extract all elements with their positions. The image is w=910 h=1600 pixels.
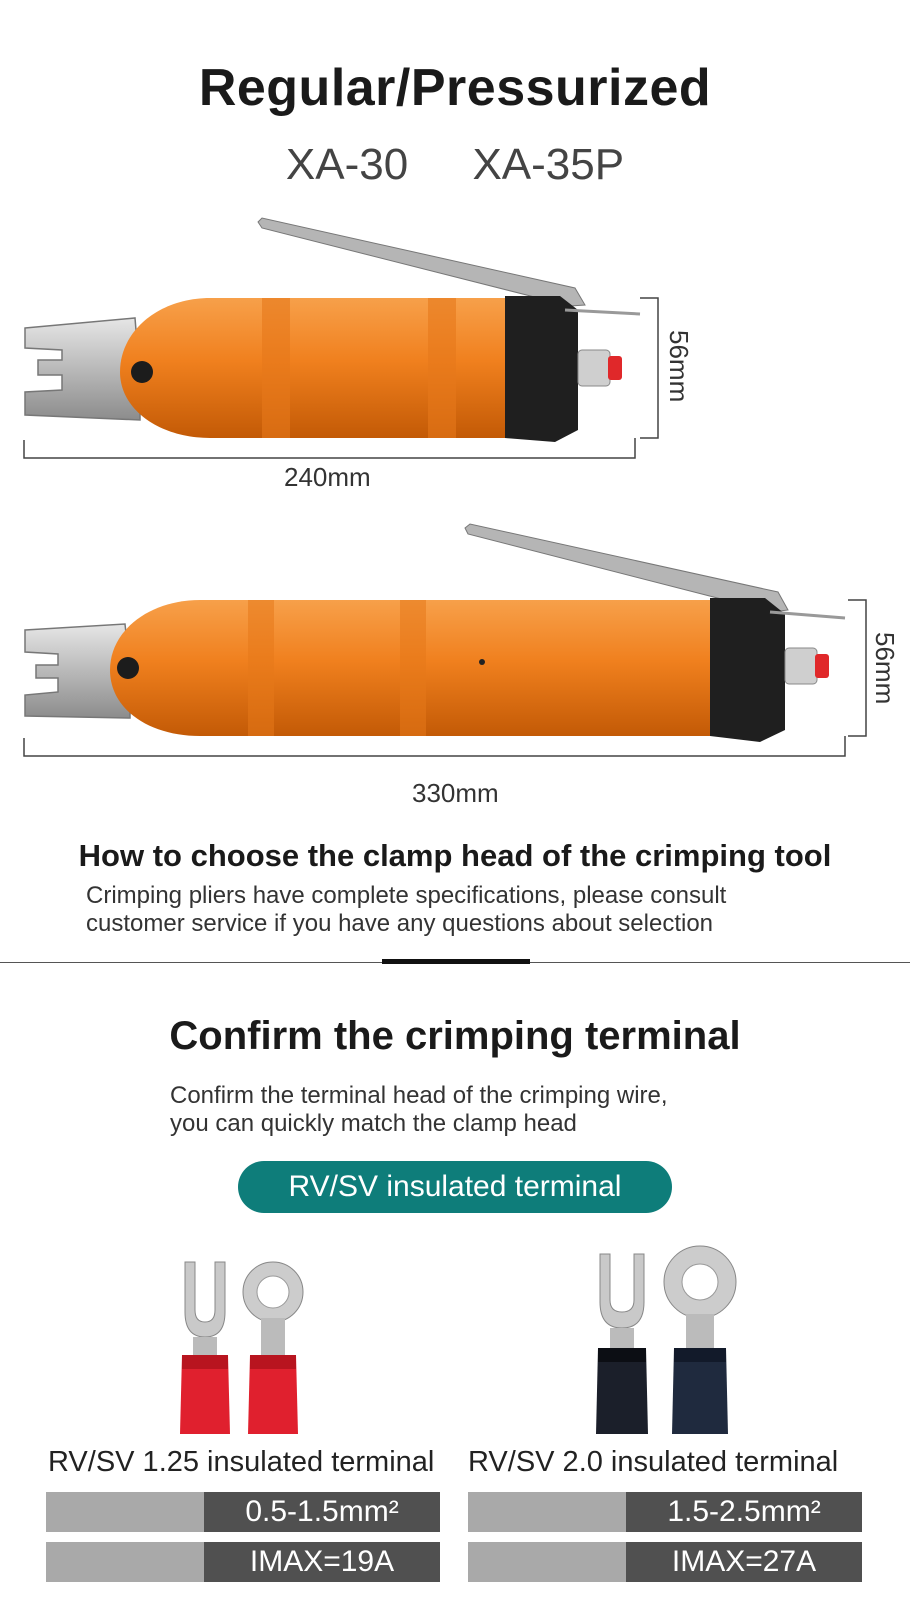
- confirm-line-1: Confirm the terminal head of the crimping wire,: [170, 1082, 668, 1109]
- terminal-1-label: RV/SV 1.25 insulated terminal: [48, 1446, 435, 1478]
- model-xa30: XA-30: [285, 140, 409, 189]
- tool2-length-label: 330mm: [412, 778, 499, 808]
- terminal-2-range-row: [468, 1492, 862, 1532]
- terminal-type-badge: RV/SV insulated terminal: [238, 1161, 672, 1213]
- model-xa35p: XA-35P: [472, 140, 625, 189]
- terminal-2-label: RV/SV 2.0 insulated terminal: [468, 1446, 839, 1478]
- terminal-2-imax-row: [468, 1542, 862, 1582]
- choose-heading: How to choose the clamp head of the crimping tool: [78, 838, 832, 873]
- tool2-height-label: 56mm: [870, 632, 900, 705]
- choose-line-2: customer service if you have any questions about selection: [86, 910, 714, 937]
- terminal-2-range: 1.5-2.5mm²: [626, 1492, 862, 1532]
- crimping-tool-long-image: [0, 520, 910, 780]
- tool1-length-label: 240mm: [284, 462, 371, 492]
- crimping-tool-short-image: [0, 210, 910, 500]
- choose-description: [86, 882, 726, 938]
- confirm-line-2: you can quickly match the clamp head: [170, 1110, 577, 1137]
- section-divider-accent: [382, 959, 530, 964]
- confirm-heading: Confirm the crimping terminal: [169, 1014, 741, 1058]
- terminal-1-imax-row: [46, 1542, 440, 1582]
- choose-line-1: Crimping pliers have complete specifications, please consult: [86, 882, 727, 909]
- terminal-1-range: 0.5-1.5mm²: [204, 1492, 440, 1532]
- terminal-red-image: [160, 1252, 330, 1442]
- model-names: [0, 140, 910, 190]
- terminal-1-range-row: [46, 1492, 440, 1532]
- terminal-1-imax: IMAX=19A: [204, 1542, 440, 1582]
- page-title: Regular/Pressurized: [198, 59, 712, 117]
- confirm-description: [170, 1082, 668, 1138]
- terminal-2-imax: IMAX=27A: [626, 1542, 862, 1582]
- tool1-height-label: 56mm: [664, 330, 694, 403]
- terminal-black-image: [590, 1240, 760, 1440]
